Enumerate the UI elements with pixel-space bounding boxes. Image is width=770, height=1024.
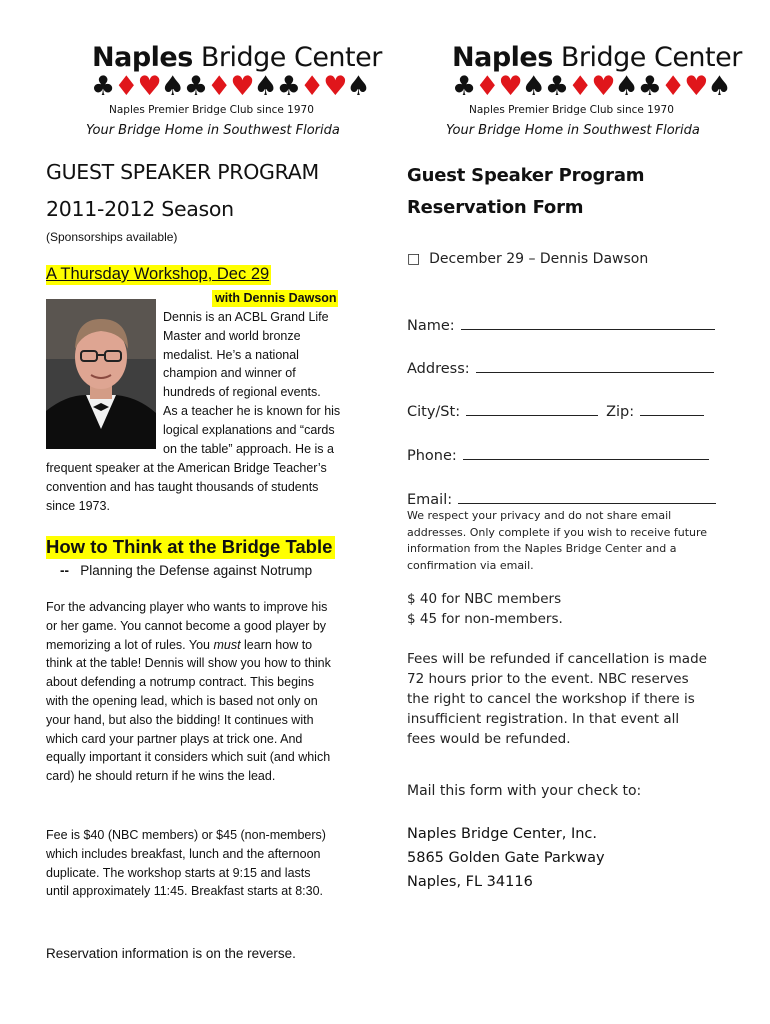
refund-line: Fees will be refunded if cancellation is made: [407, 651, 707, 667]
event-option-label: December 29 – Dennis Dawson: [429, 251, 649, 267]
address-line: 5865 Golden Gate Parkway: [407, 850, 605, 866]
left-logo-suits: [91, 73, 370, 100]
suit-symbol: ♦: [299, 71, 324, 102]
suit-symbol: ♦: [207, 71, 231, 102]
logo-name-regular: Bridge Center: [200, 42, 382, 73]
bio-line: hundreds of regional events.: [163, 385, 321, 400]
reverse-note: Reservation information is on the reverse.: [46, 946, 296, 961]
privacy-line: addresses. Only complete if you wish to receive future: [407, 525, 708, 539]
speaker-photo: [46, 299, 156, 449]
desc-line-head: memorizing a lot of rules. You: [46, 637, 214, 652]
bio-line: medalist. He’s a national: [163, 347, 299, 362]
form-title: Guest Speaker Program: [407, 165, 645, 186]
bio-line: logical explanations and “cards: [163, 422, 335, 437]
suit-symbol: ♥: [137, 71, 161, 102]
refund-line: fees would be refunded.: [407, 731, 571, 747]
suit-symbol: ♣: [276, 71, 300, 102]
workshop-heading: A Thursday Workshop, Dec 29: [46, 265, 270, 283]
logo-name-bold: Naples: [452, 42, 553, 73]
logo-name-regular: Bridge Center: [560, 42, 742, 73]
phone-input[interactable]: [463, 445, 709, 460]
desc-line: about defending a notrump contract. This begins: [46, 675, 314, 690]
season-title: 2011-2012 Season: [46, 197, 234, 221]
desc-line: which card your partner plays at trick one. And: [46, 731, 303, 746]
refund-line: insufficient registration. In that event all: [407, 711, 680, 727]
topic-subheading: [60, 563, 312, 578]
right-tagline: Your Bridge Home in Southwest Florida: [446, 123, 700, 138]
privacy-line: We respect your privacy and do not share email: [407, 509, 672, 522]
bio-line: champion and winner of: [163, 366, 296, 381]
suit-symbol: ♠: [160, 71, 184, 102]
desc-line-tail: learn how to: [240, 637, 313, 652]
fee-line: which includes breakfast, lunch and the afternoon: [46, 846, 321, 861]
bio-line: Master and world bronze: [163, 328, 301, 343]
desc-line: with the opening lead, which is based not only on: [46, 693, 318, 708]
city-input[interactable]: [466, 401, 598, 416]
address-field[interactable]: [407, 358, 714, 377]
suit-symbol: ♥: [498, 71, 522, 102]
bio-line: Dennis is an ACBL Grand Life: [163, 310, 329, 324]
email-input[interactable]: [458, 489, 716, 504]
right-logo-name: [452, 42, 742, 73]
sponsorships-note: (Sponsorships available): [46, 230, 178, 244]
bio-line: on the table” approach. He is a: [163, 441, 334, 456]
fee-line: Fee is $40 (NBC members) or $45 (non-members): [46, 828, 326, 842]
pricing: [407, 589, 563, 629]
name-input[interactable]: [461, 315, 715, 330]
privacy-note: [407, 508, 707, 574]
address-line: Naples Bridge Center, Inc.: [407, 826, 597, 842]
desc-line: card) he should return if he wins the lead.: [46, 769, 276, 784]
suit-symbol: ♠: [346, 71, 370, 102]
phone-field[interactable]: [407, 445, 709, 464]
desc-line: equally important it considers which suit (and which: [46, 750, 331, 765]
name-label: Name:: [407, 318, 455, 334]
suit-symbol: ♥: [230, 71, 254, 102]
suit-symbol: ♣: [637, 71, 661, 102]
suit-symbol: ♣: [544, 71, 569, 102]
zip-label: Zip:: [606, 404, 635, 420]
city-zip-field[interactable]: [407, 401, 704, 420]
email-label: Email:: [407, 492, 453, 508]
suit-symbol: ♥: [323, 71, 347, 102]
address-line: Naples, FL 34116: [407, 874, 533, 890]
address-input[interactable]: [476, 358, 714, 373]
fee-description: [46, 826, 326, 901]
speaker-photo-drawing: [46, 299, 156, 449]
bio-line: frequent speaker at the American Bridge Teacher’s: [46, 461, 327, 475]
desc-line: or her game. You cannot become a good player by: [46, 618, 327, 633]
left-logo-name: [92, 42, 382, 73]
workshop-description: [46, 598, 331, 786]
desc-line: your hand, but also the bidding! It continues with: [46, 712, 314, 727]
refund-line: the right to cancel the workshop if there is: [407, 691, 695, 707]
suit-symbol: ♥: [591, 71, 615, 102]
mail-instruction: Mail this form with your check to:: [407, 783, 642, 799]
left-club-since: Naples Premier Bridge Club since 1970: [109, 104, 314, 116]
suit-symbol: ♦: [660, 71, 685, 102]
suit-symbol: ♥: [684, 71, 708, 102]
right-club-since: Naples Premier Bridge Club since 1970: [469, 104, 674, 116]
refund-policy: [407, 649, 707, 749]
event-option[interactable]: [407, 251, 648, 267]
topic-dash: --: [60, 563, 69, 578]
suit-symbol: ♠: [614, 71, 638, 102]
phone-label: Phone:: [407, 448, 457, 464]
fee-line: until approximately 11:45. Breakfast starts at 8:30.: [46, 884, 323, 899]
desc-must: must: [213, 637, 241, 652]
left-tagline: Your Bridge Home in Southwest Florida: [86, 123, 340, 138]
suit-symbol: ♦: [475, 71, 499, 102]
address-label: Address:: [407, 361, 470, 377]
email-field[interactable]: [407, 489, 716, 508]
name-field[interactable]: [407, 315, 715, 334]
topic-heading: How to Think at the Bridge Table: [46, 536, 335, 559]
suit-symbol: ♣: [452, 71, 476, 102]
suit-symbol: ♣: [91, 71, 115, 102]
desc-line: [46, 636, 331, 655]
event-checkbox[interactable]: □: [407, 251, 421, 267]
price-members: $ 40 for NBC members: [407, 591, 562, 607]
city-label: City/St:: [407, 404, 461, 420]
bio-line: since 1973.: [46, 498, 110, 513]
topic-subtitle: Planning the Defense against Notrump: [80, 563, 313, 578]
suit-symbol: ♦: [114, 71, 138, 102]
program-title: GUEST SPEAKER PROGRAM: [46, 160, 319, 184]
zip-input[interactable]: [640, 401, 704, 416]
bio-text-wrapped: [163, 308, 340, 458]
suit-symbol: ♣: [183, 71, 208, 102]
logo-name-bold: Naples: [92, 42, 193, 73]
bio-text-full: [46, 459, 327, 515]
suit-symbol: ♦: [568, 71, 592, 102]
suit-symbol: ♠: [521, 71, 545, 102]
bio-line: As a teacher he is known for his: [163, 403, 341, 418]
privacy-line: confirmation via email.: [407, 558, 534, 572]
suit-symbol: ♠: [253, 71, 277, 102]
fee-line: duplicate. The workshop starts at 9:15 and lasts: [46, 865, 311, 880]
speaker-byline: with Dennis Dawson: [212, 290, 338, 307]
price-nonmembers: $ 45 for non-members.: [407, 611, 563, 627]
mailing-address: [407, 822, 605, 894]
desc-line: think at the table! Dennis will show you how to think: [46, 656, 331, 671]
suit-symbol: ♠: [707, 71, 731, 102]
desc-line: For the advancing player who wants to improve his: [46, 600, 328, 614]
refund-line: 72 hours prior to the event. NBC reserves: [407, 671, 689, 687]
form-subtitle: Reservation Form: [407, 197, 584, 218]
right-logo-suits: [452, 73, 731, 100]
bio-line: convention and has taught thousands of students: [46, 479, 319, 494]
privacy-line: information from the Naples Bridge Center and a: [407, 542, 677, 555]
